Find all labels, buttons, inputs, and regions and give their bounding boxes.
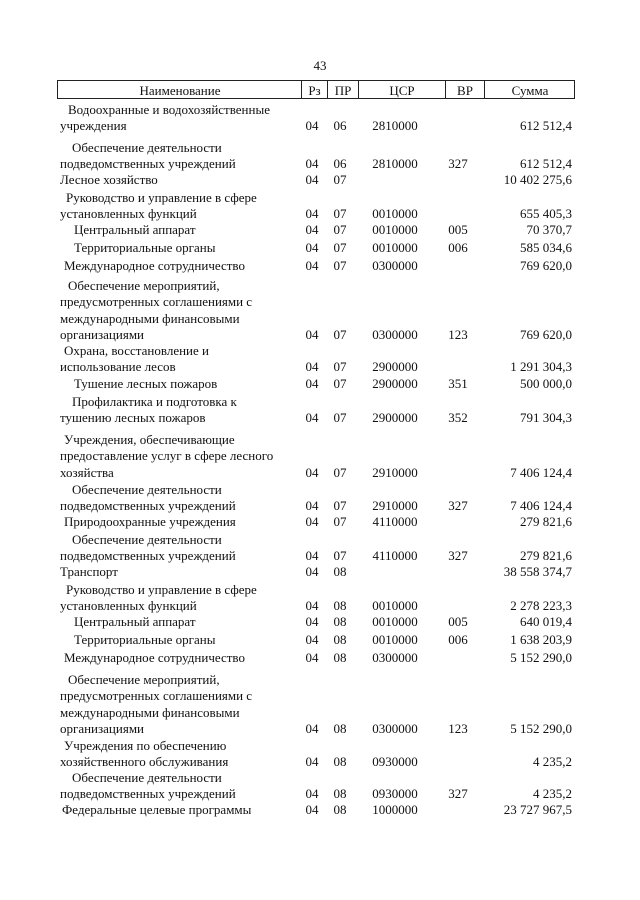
cell-vr: 123 <box>448 720 468 736</box>
cell-rz: 04 <box>305 802 319 817</box>
cell-csr: 0930000 <box>372 786 418 802</box>
cell-vr: 352 <box>448 410 468 426</box>
cell-sum: 279 821,6 <box>520 548 572 564</box>
column-header-sum: Сумма <box>511 83 549 98</box>
cell-csr: 0010000 <box>372 632 418 647</box>
cell-sum: 70 370,7 <box>526 222 572 237</box>
cell-pr: 08 <box>333 650 347 665</box>
cell-pr: 08 <box>333 786 347 802</box>
row-name-line: организациями <box>60 326 144 342</box>
row-name-line: подведомственных учреждений <box>60 156 236 172</box>
table-row <box>0 632 640 648</box>
cell-sum: 791 304,3 <box>520 410 572 426</box>
cell-csr: 2900000 <box>372 359 418 375</box>
cell-csr: 0010000 <box>372 222 418 237</box>
cell-sum: 10 402 275,6 <box>503 172 572 187</box>
cell-csr: 4110000 <box>372 514 418 529</box>
cell-pr: 08 <box>333 632 347 647</box>
cell-csr: 2910000 <box>372 498 418 514</box>
row-name <box>60 770 292 803</box>
row-name-line: организациями <box>60 720 144 736</box>
cell-vr: 005 <box>448 222 468 237</box>
cell-rz: 04 <box>305 376 319 391</box>
row-name <box>60 514 292 530</box>
row-name-line: Обеспечение деятельности <box>72 482 222 497</box>
row-name <box>60 614 292 630</box>
row-name <box>60 482 292 515</box>
cell-csr: 0010000 <box>372 206 418 222</box>
cell-vr: 327 <box>448 786 468 802</box>
cell-pr: 07 <box>333 240 347 255</box>
cell-pr: 08 <box>333 598 347 614</box>
row-name-line: использование лесов <box>60 359 176 375</box>
cell-sum: 1 638 203,9 <box>510 632 572 647</box>
row-name <box>60 802 292 818</box>
cell-pr: 08 <box>333 802 347 817</box>
row-name-line: Природоохранные учреждения <box>64 514 236 529</box>
cell-rz: 04 <box>305 258 319 273</box>
row-name <box>60 240 292 256</box>
row-name <box>60 343 292 376</box>
cell-sum: 2 278 223,3 <box>510 598 572 614</box>
cell-sum: 500 000,0 <box>520 376 572 391</box>
table-row <box>0 394 640 427</box>
row-name <box>60 222 292 238</box>
cell-rz: 04 <box>305 564 319 579</box>
table-row <box>0 222 640 238</box>
row-name-line: Руководство и управление в сфере <box>66 190 257 205</box>
column-header-rz: Рз <box>308 83 321 98</box>
cell-rz: 04 <box>305 410 319 426</box>
cell-csr: 0010000 <box>372 614 418 629</box>
cell-sum: 279 821,6 <box>520 514 572 529</box>
cell-pr: 07 <box>333 326 347 342</box>
row-name-line: Международное сотрудничество <box>64 258 245 273</box>
row-name-line: Территориальные органы <box>74 240 216 255</box>
cell-pr: 07 <box>333 258 347 273</box>
cell-rz: 04 <box>305 498 319 514</box>
cell-rz: 04 <box>305 786 319 802</box>
table-row <box>0 278 640 343</box>
cell-pr: 07 <box>333 222 347 237</box>
table-row <box>0 376 640 392</box>
table-row <box>0 432 640 481</box>
row-name-line: Обеспечение деятельности <box>72 140 222 155</box>
cell-vr: 327 <box>448 498 468 514</box>
table-row <box>0 770 640 803</box>
table-row <box>0 190 640 223</box>
row-name-line: подведомственных учреждений <box>60 548 236 564</box>
table-row <box>0 482 640 515</box>
row-name-line: учреждения <box>60 118 127 134</box>
page-number: 43 <box>313 58 327 73</box>
row-name <box>60 564 292 580</box>
column-header-vr: ВР <box>457 83 473 98</box>
table-row <box>0 514 640 530</box>
cell-pr: 07 <box>333 410 347 426</box>
cell-rz: 04 <box>305 206 319 222</box>
row-name <box>60 582 292 615</box>
cell-pr: 08 <box>333 564 347 579</box>
table-row <box>0 532 640 565</box>
cell-rz: 04 <box>305 172 319 187</box>
cell-rz: 04 <box>305 240 319 255</box>
row-name-line: Руководство и управление в сфере <box>66 582 257 597</box>
cell-pr: 07 <box>333 359 347 375</box>
cell-sum: 7 406 124,4 <box>510 464 572 480</box>
table-row <box>0 582 640 615</box>
cell-sum: 655 405,3 <box>520 206 572 222</box>
row-name <box>60 738 292 771</box>
cell-rz: 04 <box>305 118 319 134</box>
row-name-line: установленных функций <box>60 598 197 614</box>
cell-csr: 2810000 <box>372 118 418 134</box>
cell-rz: 04 <box>305 720 319 736</box>
table-row <box>0 240 640 256</box>
cell-vr: 327 <box>448 548 468 564</box>
column-header-csr: ЦСР <box>389 83 415 98</box>
cell-rz: 04 <box>305 754 319 770</box>
cell-pr: 06 <box>333 156 347 172</box>
row-name-line: Транспорт <box>60 564 118 579</box>
table-header <box>57 80 575 99</box>
cell-pr: 08 <box>333 754 347 770</box>
table-row <box>0 614 640 630</box>
row-name <box>60 102 292 135</box>
cell-csr: 0930000 <box>372 754 418 770</box>
cell-sum: 612 512,4 <box>520 156 572 172</box>
row-name-line: Учреждения, обеспечивающие <box>64 432 235 447</box>
cell-pr: 07 <box>333 172 347 187</box>
cell-sum: 4 235,2 <box>533 754 572 770</box>
row-name-line: Территориальные органы <box>74 632 216 647</box>
cell-vr: 005 <box>448 614 468 629</box>
cell-pr: 07 <box>333 464 347 480</box>
row-name-line: предоставление услуг в сфере лесного <box>60 448 274 464</box>
cell-sum: 769 620,0 <box>520 326 572 342</box>
row-name-line: хозяйственного обслуживания <box>60 754 229 770</box>
row-name <box>60 376 292 392</box>
cell-rz: 04 <box>305 650 319 665</box>
cell-csr: 0300000 <box>372 258 418 273</box>
row-name-line: Тушение лесных пожаров <box>74 376 218 391</box>
table-row <box>0 738 640 771</box>
cell-pr: 07 <box>333 514 347 529</box>
row-name-line: международными финансовыми <box>60 704 240 720</box>
cell-csr: 0010000 <box>372 598 418 614</box>
row-name-line: Международное сотрудничество <box>64 650 245 665</box>
row-name <box>60 140 292 173</box>
row-name-line: хозяйства <box>60 464 114 480</box>
row-name <box>60 672 292 737</box>
cell-sum: 640 019,4 <box>520 614 572 629</box>
cell-sum: 585 034,6 <box>520 240 572 255</box>
row-name-line: подведомственных учреждений <box>60 786 236 802</box>
cell-sum: 7 406 124,4 <box>510 498 572 514</box>
table-row <box>0 102 640 135</box>
row-name-line: Профилактика и подготовка к <box>72 394 237 409</box>
cell-pr: 07 <box>333 206 347 222</box>
cell-csr: 0300000 <box>372 650 418 665</box>
row-name-line: тушению лесных пожаров <box>60 410 206 426</box>
cell-pr: 07 <box>333 376 347 391</box>
row-name <box>60 394 292 427</box>
cell-vr: 351 <box>448 376 468 391</box>
cell-csr: 1000000 <box>372 802 418 817</box>
row-name-line: предусмотренных соглашениями с <box>60 294 253 310</box>
cell-csr: 4110000 <box>372 548 418 564</box>
cell-sum: 769 620,0 <box>520 258 572 273</box>
row-name-line: международными финансовыми <box>60 310 240 326</box>
row-name <box>60 532 292 565</box>
cell-vr: 327 <box>448 156 468 172</box>
cell-csr: 2910000 <box>372 464 418 480</box>
row-name-line: установленных функций <box>60 206 197 222</box>
table-row <box>0 672 640 737</box>
cell-rz: 04 <box>305 514 319 529</box>
row-name-line: Учреждения по обеспечению <box>64 738 227 753</box>
cell-vr: 123 <box>448 326 468 342</box>
row-name-line: подведомственных учреждений <box>60 498 236 514</box>
table-row <box>0 564 640 580</box>
cell-csr: 2900000 <box>372 410 418 426</box>
row-name <box>60 258 292 274</box>
row-name-line: Центральный аппарат <box>74 614 196 629</box>
row-name-line: Федеральные целевые программы <box>62 802 252 817</box>
cell-pr: 08 <box>333 614 347 629</box>
row-name-line: Лесное хозяйство <box>60 172 158 187</box>
table-row <box>0 343 640 376</box>
cell-vr: 006 <box>448 240 468 255</box>
row-name-line: предусмотренных соглашениями с <box>60 688 253 704</box>
table-row <box>0 140 640 173</box>
cell-csr: 0300000 <box>372 326 418 342</box>
table-row <box>0 258 640 274</box>
cell-sum: 1 291 304,3 <box>510 359 572 375</box>
cell-vr: 006 <box>448 632 468 647</box>
cell-rz: 04 <box>305 156 319 172</box>
column-header-pr: ПР <box>334 83 352 98</box>
cell-rz: 04 <box>305 326 319 342</box>
cell-csr: 0300000 <box>372 720 418 736</box>
cell-sum: 23 727 967,5 <box>503 802 572 817</box>
row-name <box>60 278 292 343</box>
cell-rz: 04 <box>305 359 319 375</box>
cell-pr: 08 <box>333 720 347 736</box>
cell-sum: 612 512,4 <box>520 118 572 134</box>
row-name-line: Центральный аппарат <box>74 222 196 237</box>
cell-pr: 06 <box>333 118 347 134</box>
cell-csr: 2810000 <box>372 156 418 172</box>
row-name-line: Охрана, восстановление и <box>64 343 209 358</box>
cell-rz: 04 <box>305 548 319 564</box>
table-row <box>0 172 640 188</box>
cell-rz: 04 <box>305 632 319 647</box>
row-name <box>60 632 292 648</box>
table-row <box>0 802 640 818</box>
cell-csr: 2900000 <box>372 376 418 391</box>
row-name <box>60 650 292 666</box>
row-name <box>60 172 292 188</box>
row-name-line: Обеспечение мероприятий, <box>68 278 220 293</box>
cell-pr: 07 <box>333 548 347 564</box>
cell-pr: 07 <box>333 498 347 514</box>
cell-csr: 0010000 <box>372 240 418 255</box>
row-name <box>60 190 292 223</box>
row-name-line: Обеспечение деятельности <box>72 770 222 785</box>
row-name <box>60 432 292 481</box>
cell-sum: 38 558 374,7 <box>503 564 572 579</box>
cell-rz: 04 <box>305 222 319 237</box>
cell-sum: 5 152 290,0 <box>510 720 572 736</box>
column-header-name: Наименование <box>139 83 221 98</box>
table-row <box>0 650 640 666</box>
row-name-line: Обеспечение мероприятий, <box>68 672 220 687</box>
row-name-line: Водоохранные и водохозяйственные <box>68 102 270 117</box>
cell-sum: 4 235,2 <box>533 786 572 802</box>
cell-rz: 04 <box>305 614 319 629</box>
cell-rz: 04 <box>305 464 319 480</box>
cell-rz: 04 <box>305 598 319 614</box>
cell-sum: 5 152 290,0 <box>510 650 572 665</box>
row-name-line: Обеспечение деятельности <box>72 532 222 547</box>
